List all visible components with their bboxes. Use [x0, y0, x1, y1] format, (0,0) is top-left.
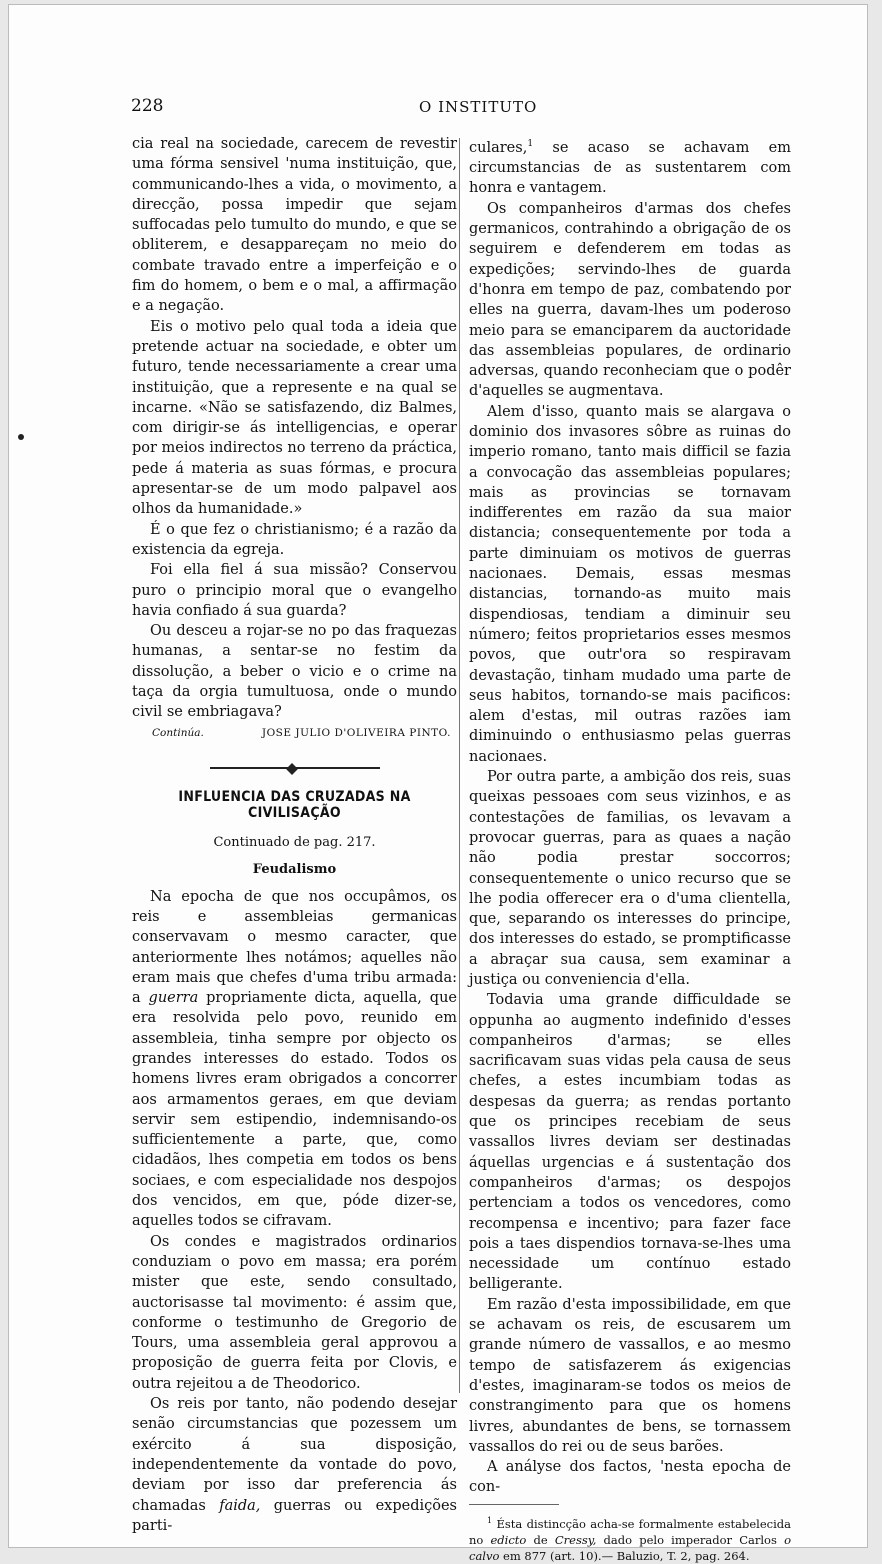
paragraph: Na epocha de que nos occupâmos, os reis e assembleias germanicas conservavam o mesmo caracter, que anteriormente lhes notámos; aquelles não eram mais que chefes d'uma tribu armada: a guerra propriamente dicta, aquella, que era resolvida pelo povo, reunido em assembleia, tinha sempre por objecto os grandes interesses do estado. Todos os homens livres eram obrigados a concorrer aos armamentos geraes, em que deviam servir sem estipendio, indemnisando-os sufficientemente a parte, que, como cidadãos, lhes competia em todos os bens sociaes, e com especialidade nos despojos dos vencidos, em que, póde dizer-se, aquelles todos se cifravam.: [132, 888, 457, 1230]
paragraph: Ou desceu a rojar-se no po das fraquezas humanas, a sentar-se no festim da dissolução, a beber o vicio e o crime na taça da orgia tumultuosa, onde o mundo civil se embriagava?: [132, 623, 457, 721]
section-title: INFLUENCIA DAS CRUZADAS NA CIVILISAÇÃO: [178, 788, 411, 821]
right-column: [469, 134, 791, 1564]
paragraph: Os companheiros d'armas dos chefes germanicos, contrahindo a obrigação de os seguirem e defenderem em todas as expedições; servindo-lhes de guarda d'honra em tempo de paz, combatendo por elles na guerra, davam-lhes um poderoso meio para se emanciparem da auctoridade das assembleias populares, de ordinario adversas, quando reconheciam que o podêr d'aquelles se augmentava.: [469, 200, 791, 400]
paragraph: Foi ella fiel á sua missão? Conservou puro o principio moral que o evangelho havia confiado á sua guarda?: [132, 562, 457, 619]
paragraph: Eis o motivo pelo qual toda a ideia que pretende actuar na sociedade, e obter um futuro, tende necessariamente a crear uma instituição, que a represente e na qual se incarne. «Não se satisfazendo, diz Balmes, com dirigir-se ás intelligencias, e operar por meios indirectos no terreno da práctica, pede á materia as suas fórmas, e procura apresentar-se de um modo palpavel aos olhos da humanidade.»: [132, 318, 457, 518]
section-ornament: [210, 763, 380, 773]
article-signature: [132, 727, 457, 739]
running-title: O INSTITUTO: [419, 98, 538, 116]
footnote: $^1$ Ésta distincção acha-se formalmente estabelecida no edicto de Cressy, dado pelo imperador Carlos o calvo em 877 (art. 10).— Baluzio, T. 2, pag. 264.: [469, 1515, 791, 1563]
subtitle: Feudalismo: [252, 861, 337, 877]
paragraph: Em razão d'esta impossibilidade, em que se achavam os reis, de escusarem um grande número de vassallos, e ao mesmo tempo de satisfazerem ás exigencias d'estes, imaginaram-se todos os meios de constrangimento para que os homens livres, abundantes de bens, se tornassem vassallos do rei ou de seus barões.: [469, 1296, 791, 1455]
margin-mark: [18, 434, 24, 440]
paragraph: Todavia uma grande difficuldade se oppunha ao augmento indefinido d'esses companheiros d'armas; se elles sacrificavam suas vidas pela causa de seus chefes, a estes incumbiam todas as despesas da guerra; as rendas portanto que os principes recebiam de seus vassallos livres deviam ser destinadas áquellas urgencias e á sustentação dos companheiros d'armas; os despojos pertenciam a todos os vencedores, como recompensa e incentivo; para fazer face pois a taes dispendios tornava-se-lhes uma necessidade um contínuo estado belligerante.: [469, 992, 791, 1293]
continua-label: Continúa.: [152, 726, 204, 739]
author-name: JOSE JULIO D'OLIVEIRA PINTO.: [261, 726, 451, 739]
paragraph: A anályse dos factos, 'nesta epocha de con-: [469, 1459, 791, 1496]
left-column: [132, 134, 457, 1536]
page-header: [9, 96, 867, 120]
paragraph: Os reis por tanto, não podendo desejar senão circumstancias que pozessem um exército á sua disposição, independentemente da vontade do povo, deviam por isso dar preferencia ás chamadas faida, guerras ou expedições parti-: [132, 1396, 457, 1534]
column-rule: [459, 138, 460, 1393]
footnote-marker: 1: [527, 139, 534, 149]
paragraph: Os condes e magistrados ordinarios conduziam o povo em massa; era porém mister que este, sendo consultado, auctorisasse tal movimento: é assim que, conforme o testimunho de Gregorio de Tours, uma assembleia geral approvou a proposição de guerra feita por Clovis, e outra rejeitou a de Theodorico.: [132, 1233, 457, 1392]
paragraph: Por outra parte, a ambição dos reis, suas queixas pessoaes com seus vizinhos, e as contestações de familias, os levavam a provocar guerras, para as quaes a nação não podia prestar soccorros; consequentemente o unico recurso que se lhe podia offerecer era o d'uma clientella, que, separando os interesses do principe, dos interesses do estado, se promptificasse a abraçar sua causa, sem examinar a justiça ou conveniencia d'ella.: [469, 769, 791, 988]
footnote-rule: [469, 1504, 559, 1505]
paragraph: cia real na sociedade, carecem de revestir uma fórma sensivel 'numa instituição, que, communicando-lhes a vida, o movimento, a direcção, possa impedir que sejam suffocadas pelo tumulto do mundo, e que se obliterem, e desappareçam no meio do combate travado entre a imperfeição e o fim do homem, o bem e o mal, a affirmação e a negação.: [132, 136, 457, 315]
continued-note: Continuado de pag. 217.: [213, 834, 376, 850]
paragraph: Alem d'isso, quanto mais se alargava o dominio dos invasores sôbre as ruinas do imperio romano, tanto mais difficil se fazia a convocação das assembleias populares; mais as provincias se tornavam indifferentes em razão da sua maior distancia; consequentemente por toda a parte diminuiam os motivos de guerras nacionaes. Demais, essas mesmas distancias, tornando-as muito mais dispendiosas, tendiam a diminuir seu número; feitos proprietarios esses mesmos povos, que outr'ora so respiravam devastação, tinham mudado uma parte de seus habitos, tornando-se mais pacificos: alem d'estas, mil outras razões iam diminuindo o enthusiasmo pelas guerras nacionaes.: [469, 403, 791, 765]
page-sheet: [8, 4, 868, 1563]
paragraph: culares,$^1$ se acaso se achavam em circumstancias de as sustentarem com honra e vantagem.: [469, 139, 791, 197]
paragraph: É o que fez o christianismo; é a razão da existencia da egreja.: [132, 521, 457, 558]
page-number: 228: [131, 96, 164, 116]
